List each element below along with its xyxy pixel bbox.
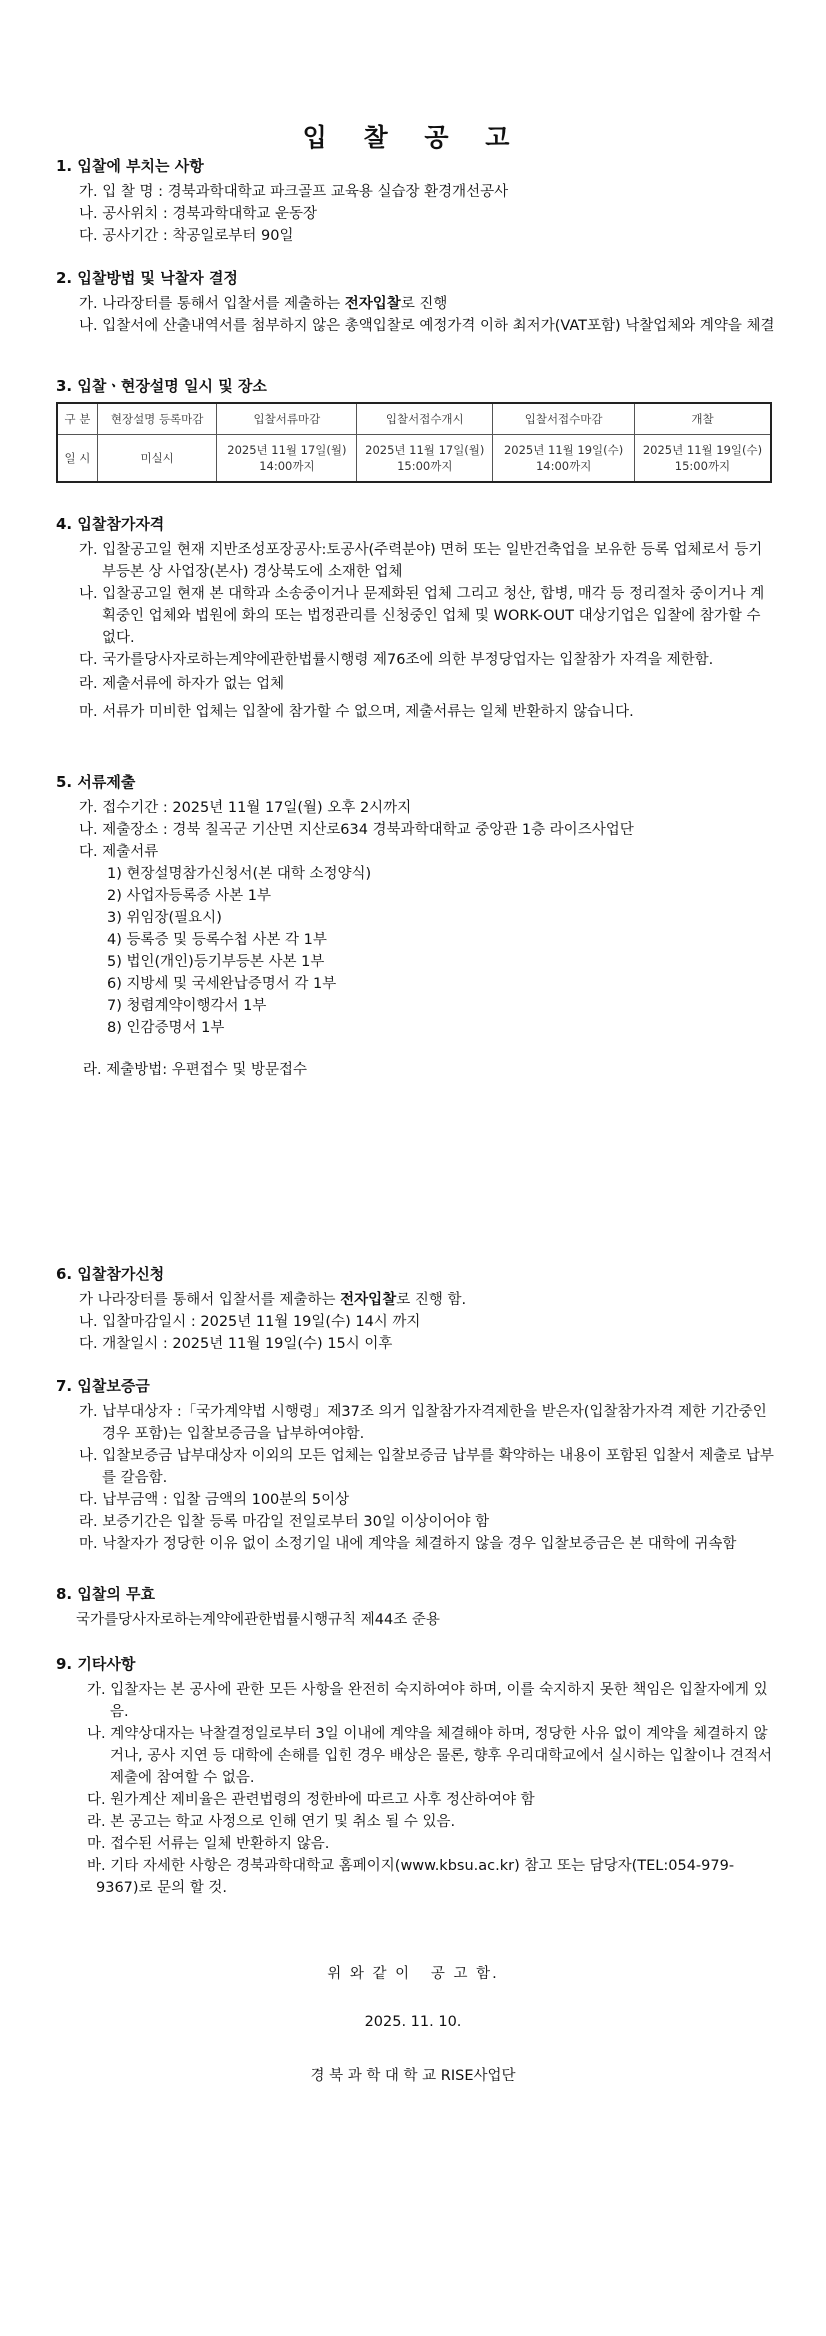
section-4 — [56, 513, 776, 723]
item: 가. 나라장터를 통해서 입찰서를 제출하는 전자입찰로 진행 — [79, 296, 448, 312]
item: 나. 입찰보증금 납부대상자 이외의 모든 업체는 입찰보증금 납부를 확약하는 내용이 포함된 입찰서 제출로 납부를 갈음함. — [79, 1448, 774, 1486]
section-heading: 8. 입찰의 무효 — [56, 1585, 156, 1603]
section-1 — [56, 155, 776, 247]
item: 다. 원가계산 제비율은 관련법령의 정한바에 따르고 사후 정산하여야 함 — [87, 1792, 535, 1808]
item: 마. 서류가 미비한 업체는 입찰에 참가할 수 없으며, 제출서류는 일체 반환하지 않습니다. — [79, 704, 634, 720]
table-cell: 2025년 11월 19일(수) 14:00까지 — [493, 435, 635, 483]
item: 다. 개찰일시 : 2025년 11월 19일(수) 15시 이후 — [79, 1336, 393, 1352]
table-header-cell: 입찰서접수마감 — [493, 403, 635, 435]
table-cell: 2025년 11월 17일(월) 14:00까지 — [217, 435, 357, 483]
table-header-cell: 구 분 — [57, 403, 97, 435]
item: 나. 공사위치 : 경북과학대학교 운동장 — [79, 206, 318, 222]
list-item: 7) 청렴계약이행각서 1부 — [107, 998, 267, 1014]
item: 나. 입찰서에 산출내역서를 첨부하지 않은 총액입찰로 예정가격 이하 최저가(VAT포함) 낙찰업체와 계약을 체결 — [79, 318, 775, 334]
item: 마. 낙찰자가 정당한 이유 없이 소정기일 내에 계약을 체결하지 않을 경우 입찰보증금은 본 대학에 귀속함 — [79, 1536, 737, 1552]
list-item: 6) 지방세 및 국세완납증명서 각 1부 — [107, 976, 337, 992]
item: 라. 본 공고는 학교 사정으로 인해 연기 및 취소 될 수 있음. — [87, 1814, 456, 1830]
list-item: 5) 법인(개인)등기부등본 사본 1부 — [107, 954, 325, 970]
item: 나. 입찰마감일시 : 2025년 11월 19일(수) 14시 까지 — [79, 1314, 421, 1330]
item: 가. 입 찰 명 : 경북과학대학교 파크골프 교육용 실습장 환경개선공사 — [79, 184, 509, 200]
item: 다. 제출서류 — [79, 844, 159, 860]
emphasis-text: 전자입찰 — [344, 296, 401, 312]
list-item: 3) 위임장(필요시) — [107, 910, 222, 926]
table-cell: 2025년 11월 17일(월) 15:00까지 — [357, 435, 493, 483]
table-header-cell: 개찰 — [634, 403, 771, 435]
item: 나. 입찰공고일 현재 본 대학과 소송중이거나 문제화된 업체 그리고 청산, 합병, 매각 등 정리절차 중이거나 계획중인 업체와 법원에 화의 또는 법정관리를 신청중인 업체 및 WORK-OUT 대상기업은 입찰에 참가할 수 없다. — [79, 586, 765, 646]
item: 가 나라장터를 통해서 입찰서를 제출하는 전자입찰로 진행 함. — [79, 1292, 467, 1308]
closing-statement: 위 와 같 이 공 고 함. — [327, 1966, 499, 1982]
table-row-label: 일 시 — [57, 435, 97, 483]
section-heading: 3. 입찰ㆍ현장설명 일시 및 장소 — [56, 377, 267, 395]
item: 나. 제출장소 : 경북 칠곡군 기산면 지산로634 경북과학대학교 중앙관 1층 라이즈사업단 — [79, 822, 634, 838]
emphasis-text: 전자입찰 — [340, 1292, 397, 1308]
list-item: 2) 사업자등록증 사본 1부 — [107, 888, 271, 904]
section-heading: 2. 입찰방법 및 낙찰자 결정 — [56, 269, 238, 287]
table-header-cell: 입찰서접수개시 — [357, 403, 493, 435]
item: 바. 기타 자세한 사항은 경북과학대학교 홈페이지(www.kbsu.ac.kr) 참고 또는 담당자(TEL:054-979-9367)로 문의 할 것. — [87, 1858, 735, 1896]
item: 가. 납부대상자 :「국가계약법 시행령」제37조 의거 입찰참가자격제한을 받은자(입찰참가자격 제한 기간중인 경우 포함)는 입찰보증금을 납부하여야함. — [79, 1404, 767, 1442]
list-item: 1) 현장설명참가신청서(본 대학 소정양식) — [107, 866, 372, 882]
section-8 — [56, 1583, 776, 1631]
section-heading: 6. 입찰참가신청 — [56, 1265, 165, 1283]
item: 다. 국가를당사자로하는계약에관한법률시행령 제76조에 의한 부정당업자는 입찰참가 자격을 제한함. — [79, 652, 714, 668]
item: 가. 입찰자는 본 공사에 관한 모든 사항을 완전히 숙지하여야 하며, 이를 숙지하지 못한 책임은 입찰자에게 있음. — [87, 1682, 768, 1720]
section-heading: 5. 서류제출 — [56, 773, 136, 791]
item: 다. 납부금액 : 입찰 금액의 100분의 5이상 — [79, 1492, 350, 1508]
item: 라. 제출방법: 우편접수 및 방문접수 — [83, 1062, 308, 1078]
item: 라. 제출서류에 하자가 없는 업체 — [79, 676, 285, 692]
section-7 — [56, 1375, 776, 1555]
section-heading: 4. 입찰참가자격 — [56, 515, 165, 533]
page-title: 입 찰 공 고 — [302, 123, 524, 152]
section-heading: 9. 기타사항 — [56, 1655, 136, 1673]
list-item: 4) 등록증 및 등록수첩 사본 각 1부 — [107, 932, 327, 948]
section-6 — [56, 1263, 776, 1355]
table-row — [57, 435, 771, 483]
item: 가. 입찰공고일 현재 지반조성포장공사:토공사(주력분야) 면허 또는 일반건축업을 보유한 등록 업체로서 등기부등본 상 사업장(본사) 경상북도에 소재한 업체 — [79, 542, 763, 580]
item: 라. 보증기간은 입찰 등록 마감일 전일로부터 30일 이상이어야 함 — [79, 1514, 490, 1530]
item: 나. 계약상대자는 낙찰결정일로부터 3일 이내에 계약을 체결해야 하며, 정당한 사유 없이 계약을 체결하지 않거나, 공사 지연 등 대학에 손해를 입힌 경우 배상은 물론, 향후 우리대학교에서 실시하는 입찰이나 견적서 제출에 참여할 수 없음. — [87, 1726, 773, 1786]
table-cell: 2025년 11월 19일(수) 15:00까지 — [634, 435, 771, 483]
item: 국가를당사자로하는계약에관한법률시행규칙 제44조 준용 — [76, 1612, 440, 1628]
section-5 — [56, 771, 776, 1081]
table-header-cell: 입찰서류마감 — [217, 403, 357, 435]
schedule-table — [56, 402, 772, 483]
item: 마. 접수된 서류는 일체 반환하지 않음. — [87, 1836, 330, 1852]
section-9 — [56, 1653, 776, 1899]
table-header-row — [57, 403, 771, 435]
table-cell: 미실시 — [97, 435, 217, 483]
list-item: 8) 인감증명서 1부 — [107, 1020, 225, 1036]
item: 다. 공사기간 : 착공일로부터 90일 — [79, 228, 294, 244]
closing-date: 2025. 11. 10. — [364, 2014, 462, 2030]
section-heading: 7. 입찰보증금 — [56, 1377, 150, 1395]
item: 가. 접수기간 : 2025년 11월 17일(월) 오후 2시까지 — [79, 800, 412, 816]
section-heading: 1. 입찰에 부치는 사항 — [56, 157, 204, 175]
issuer-name: 경 북 과 학 대 학 교 RISE사업단 — [310, 2068, 516, 2084]
section-2 — [56, 267, 776, 337]
table-header-cell: 현장설명 등록마감 — [97, 403, 217, 435]
section-3 — [56, 375, 776, 401]
